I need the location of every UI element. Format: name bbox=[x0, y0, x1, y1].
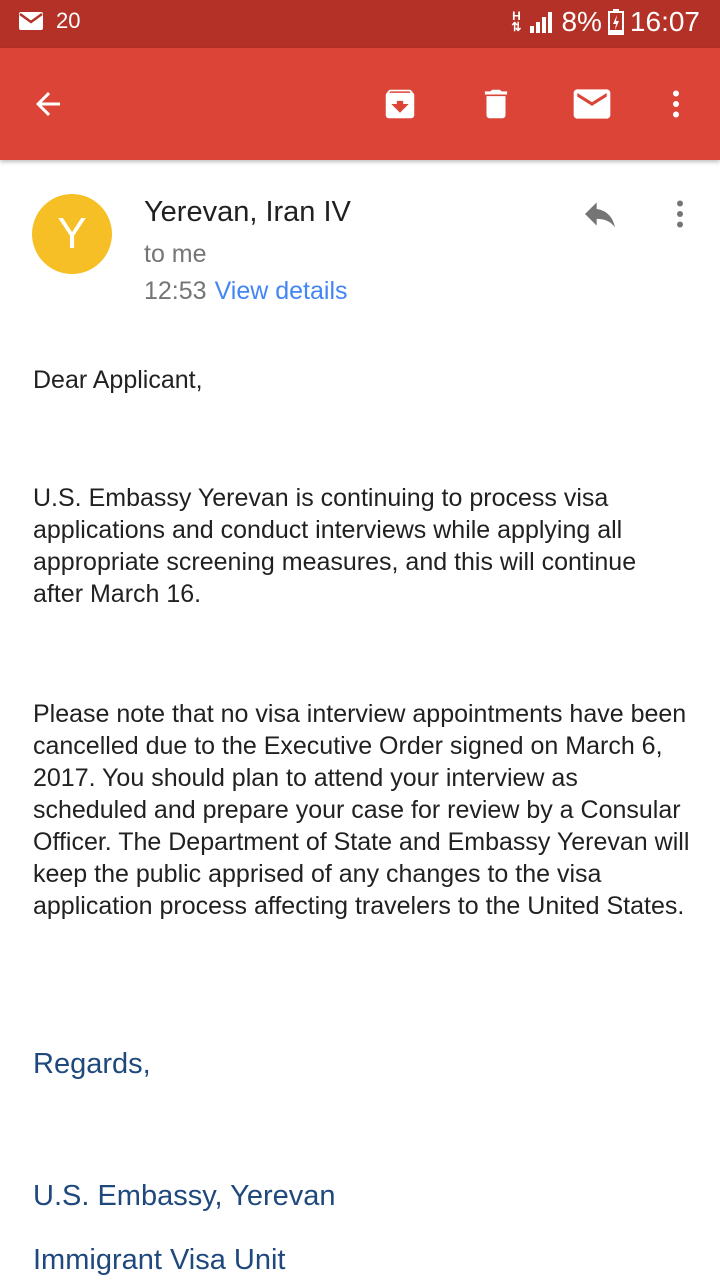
status-left bbox=[18, 8, 80, 34]
status-bar bbox=[0, 0, 720, 48]
more-options-button[interactable] bbox=[648, 76, 704, 132]
back-button[interactable] bbox=[20, 76, 76, 132]
signal-icon bbox=[529, 10, 553, 34]
battery-percent: 8% bbox=[561, 6, 602, 37]
message-time: 12:53 bbox=[144, 277, 207, 305]
network-type: H bbox=[512, 9, 521, 23]
archive-icon bbox=[381, 85, 419, 123]
message-header bbox=[0, 162, 720, 322]
paragraph-greeting: Dear Applicant, bbox=[33, 366, 203, 394]
mail-notification-icon bbox=[18, 11, 44, 31]
reply-button[interactable] bbox=[576, 190, 624, 238]
signature-unit: Immigrant Visa Unit bbox=[33, 1244, 286, 1276]
notification-count: 20 bbox=[56, 8, 81, 33]
network-type-indicator: H ⇅ bbox=[511, 9, 522, 34]
view-details-link[interactable]: View details bbox=[214, 277, 348, 305]
message-more-button[interactable] bbox=[660, 190, 700, 238]
more-vert-icon bbox=[658, 86, 694, 122]
signature-embassy: U.S. Embassy, Yerevan bbox=[33, 1180, 336, 1212]
archive-button[interactable] bbox=[372, 76, 428, 132]
delete-button[interactable] bbox=[468, 76, 524, 132]
battery-charging-icon bbox=[608, 9, 624, 35]
reply-icon bbox=[580, 194, 620, 234]
paragraph-2: Please note that no visa interview appointments have been cancelled due to the Executive Order signed on March 6, 2017. You should plan to attend your interview as scheduled and prepare your case for review by a Consular Officer. The Department of State and Embassy Yerevan will keep the public apprised of any changes to the visa application process affecting travelers to the United States. bbox=[33, 700, 690, 920]
signature-regards: Regards, bbox=[33, 1048, 151, 1080]
paragraph-1: U.S. Embassy Yerevan is continuing to process visa applications and conduct interviews while applying all appropriate screening measures, and this will continue after March 16. bbox=[33, 484, 637, 608]
recipient-label: to me bbox=[144, 240, 207, 268]
mail-icon bbox=[570, 82, 614, 126]
more-vert-icon bbox=[662, 196, 698, 232]
sender-name: Yerevan, Iran IV bbox=[144, 196, 351, 228]
mark-unread-button[interactable] bbox=[564, 76, 620, 132]
toolbar bbox=[0, 48, 720, 160]
status-right bbox=[511, 6, 700, 38]
status-time: 16:07 bbox=[629, 6, 700, 37]
arrow-back-icon bbox=[30, 86, 66, 122]
message-time-row bbox=[144, 277, 348, 306]
avatar[interactable]: Y bbox=[32, 194, 112, 274]
trash-icon bbox=[477, 85, 515, 123]
